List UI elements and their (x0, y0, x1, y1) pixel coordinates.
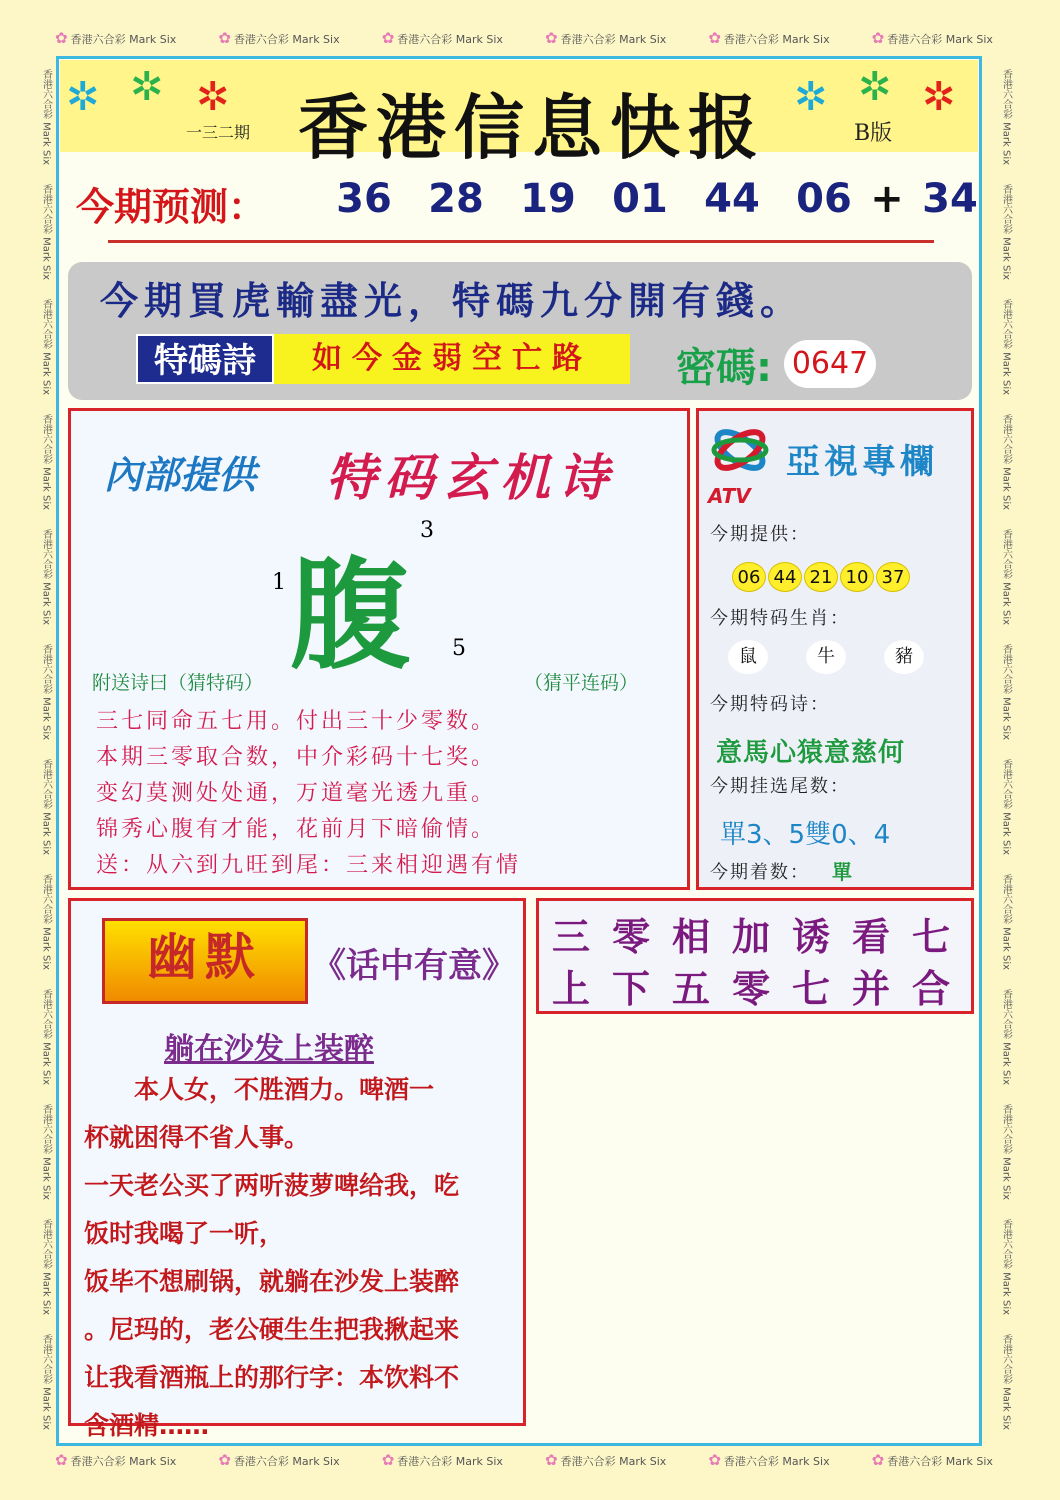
border-label: ✿ 香港六合彩 Mark Six (55, 1451, 177, 1469)
riddle-num-5: 5 (452, 636, 466, 661)
star-icon: ✲ (66, 74, 100, 120)
star-icon: ✲ (858, 64, 892, 110)
border-label: 香港六合彩 Mark Six (1000, 1219, 1012, 1316)
page-title: 香港信息快报 (298, 86, 766, 169)
star-icon: ✲ (794, 74, 828, 120)
border-label: 香港六合彩 Mark Six (40, 184, 52, 281)
special-poem-label: 特碼詩 (136, 334, 274, 384)
story-line: 饭毕不想刷锅，就躺在沙发上装醉 (84, 1267, 460, 1296)
hint-right: （猜平连码） (524, 672, 639, 694)
border-label: 香港六合彩 Mark Six (1000, 989, 1012, 1086)
password-label: 密碼: (676, 345, 772, 391)
border-label: ✿ 香港六合彩 Mark Six (545, 29, 667, 47)
hint-left: 附送诗曰（猜特码） (92, 672, 264, 694)
prediction-number: 06 (796, 176, 852, 222)
border-label: 香港六合彩 Mark Six (40, 299, 52, 396)
border-label: 香港六合彩 Mark Six (1000, 644, 1012, 741)
border-label: ✿ 香港六合彩 Mark Six (55, 29, 177, 47)
border-label: 香港六合彩 Mark Six (1000, 874, 1012, 971)
bet-label: 今期着数： (710, 862, 810, 883)
border-label: ✿ 香港六合彩 Mark Six (218, 1451, 340, 1469)
story-line: 让我看酒瓶上的那行字：本饮料不 (84, 1363, 460, 1392)
story-line: 饭时我喝了一听， (84, 1219, 285, 1248)
riddle-num-3: 3 (420, 518, 434, 543)
border-label: 香港六合彩 Mark Six (1000, 69, 1012, 166)
zodiac-label: 今期特码生肖： (710, 608, 850, 629)
password-value: 0647 (784, 340, 876, 388)
issue-number: 一三二期 (186, 123, 251, 142)
humor-subtitle: 《话中有意》 (312, 946, 516, 986)
number-ball: 10 (840, 562, 874, 592)
special-number: 34 (922, 176, 978, 222)
border-label: 香港六合彩 Mark Six (1000, 759, 1012, 856)
border-label: ✿ 香港六合彩 Mark Six (545, 1451, 667, 1469)
number-ball: 06 (732, 562, 766, 592)
prediction-number: 19 (520, 176, 576, 222)
prediction-numbers (318, 176, 996, 222)
border-label: 香港六合彩 Mark Six (40, 529, 52, 626)
poem-line: 本期三零取合数，中介彩码十七奖。 (96, 745, 497, 770)
border-label: ✿ 香港六合彩 Mark Six (871, 29, 993, 47)
story-line: 一天老公买了两听菠萝啤给我，吃 (84, 1171, 460, 1200)
border-label: 香港六合彩 Mark Six (1000, 1334, 1012, 1431)
provide-label: 今期提供： (710, 524, 810, 545)
border-label: ✿ 香港六合彩 Mark Six (381, 29, 503, 47)
story-line: 。尼玛的，老公硬生生把我揪起来 (84, 1315, 460, 1344)
tail-numbers: 單3、5雙0、4 (720, 820, 891, 850)
edition-label: B版 (854, 121, 893, 146)
riddle-title: 特码玄机诗 (326, 449, 616, 507)
zodiac-badge: 豬 (884, 640, 924, 674)
border-label: 香港六合彩 Mark Six (40, 989, 52, 1086)
poem-line: 变幻莫测处处通，万道毫光透九重。 (96, 781, 497, 806)
border-label: 香港六合彩 Mark Six (40, 1334, 52, 1431)
prediction-number: 01 (612, 176, 668, 222)
border-label: 香港六合彩 Mark Six (1000, 184, 1012, 281)
border-label: 香港六合彩 Mark Six (1000, 414, 1012, 511)
code-line: 上下五零七并合 (552, 966, 973, 1011)
border-label: 香港六合彩 Mark Six (40, 1104, 52, 1201)
border-label: 香港六合彩 Mark Six (1000, 1104, 1012, 1201)
atv-logo-text: ATV (708, 484, 751, 508)
humor-story (84, 1070, 524, 1454)
top-border-strip (34, 26, 1014, 50)
left-border-strip (34, 60, 58, 1440)
story-line: 本人女，不胜酒力。啤酒一 (84, 1075, 435, 1104)
prediction-number: 44 (704, 176, 760, 222)
headline-text: 今期買虎輸盡光，特碼九分開有錢。 (100, 279, 805, 323)
prediction-number: 28 (428, 176, 484, 222)
border-label: 香港六合彩 Mark Six (40, 644, 52, 741)
prediction-number: 36 (336, 176, 392, 222)
prediction-label: 今期预测： (76, 185, 267, 229)
border-label: 香港六合彩 Mark Six (40, 414, 52, 511)
atv-poem: 意馬心猿意慈何 (716, 738, 906, 768)
border-label: 香港六合彩 Mark Six (40, 69, 52, 166)
star-icon: ✲ (196, 74, 230, 120)
humor-badge: 幽默 (102, 918, 308, 1004)
star-icon: ✲ (130, 64, 164, 110)
atv-logo-icon (708, 424, 772, 476)
border-label: ✿ 香港六合彩 Mark Six (708, 1451, 830, 1469)
internal-label: 內部提供 (104, 453, 257, 497)
poem-line: 三七同命五七用。付出三十少零数。 (96, 709, 497, 734)
divider (108, 240, 934, 243)
border-label: 香港六合彩 Mark Six (40, 1219, 52, 1316)
poem-line: 送：从六到九旺到尾：三来相迎遇有情 (96, 853, 522, 878)
right-border-strip (994, 60, 1018, 1440)
number-balls (732, 562, 912, 592)
border-label: ✿ 香港六合彩 Mark Six (218, 29, 340, 47)
story-line: 含酒精…… (84, 1411, 210, 1440)
zodiac-badge: 鼠 (728, 640, 768, 674)
border-label: 香港六合彩 Mark Six (40, 874, 52, 971)
riddle-character: 腹 (290, 547, 410, 686)
border-label: 香港六合彩 Mark Six (1000, 529, 1012, 626)
poem-label: 今期特码诗： (710, 694, 830, 715)
border-label: ✿ 香港六合彩 Mark Six (708, 29, 830, 47)
border-label: ✿ 香港六合彩 Mark Six (381, 1451, 503, 1469)
number-ball: 37 (876, 562, 910, 592)
humor-title: 躺在沙发上装醉 (164, 1032, 374, 1067)
poem-line: 锦秀心腹有才能，花前月下暗偷情。 (96, 817, 497, 842)
number-ball: 44 (768, 562, 802, 592)
border-label: 香港六合彩 Mark Six (1000, 299, 1012, 396)
riddle-num-1: 1 (272, 570, 286, 595)
border-label: ✿ 香港六合彩 Mark Six (871, 1451, 993, 1469)
story-line: 杯就困得不省人事。 (84, 1123, 310, 1152)
star-icon: ✲ (922, 74, 956, 120)
bet-value: 單 (832, 860, 852, 884)
tail-label: 今期挂选尾数： (710, 776, 850, 797)
border-label: 香港六合彩 Mark Six (40, 759, 52, 856)
plus-sign: + (870, 176, 904, 222)
number-ball: 21 (804, 562, 838, 592)
atv-column-title: 亞視專欄 (786, 442, 938, 482)
riddle-poem (96, 704, 676, 884)
special-poem-text: 如今金弱空亡路 (274, 334, 630, 384)
code-line: 三零相加诱看七 (552, 914, 973, 959)
zodiac-badge: 牛 (806, 640, 846, 674)
